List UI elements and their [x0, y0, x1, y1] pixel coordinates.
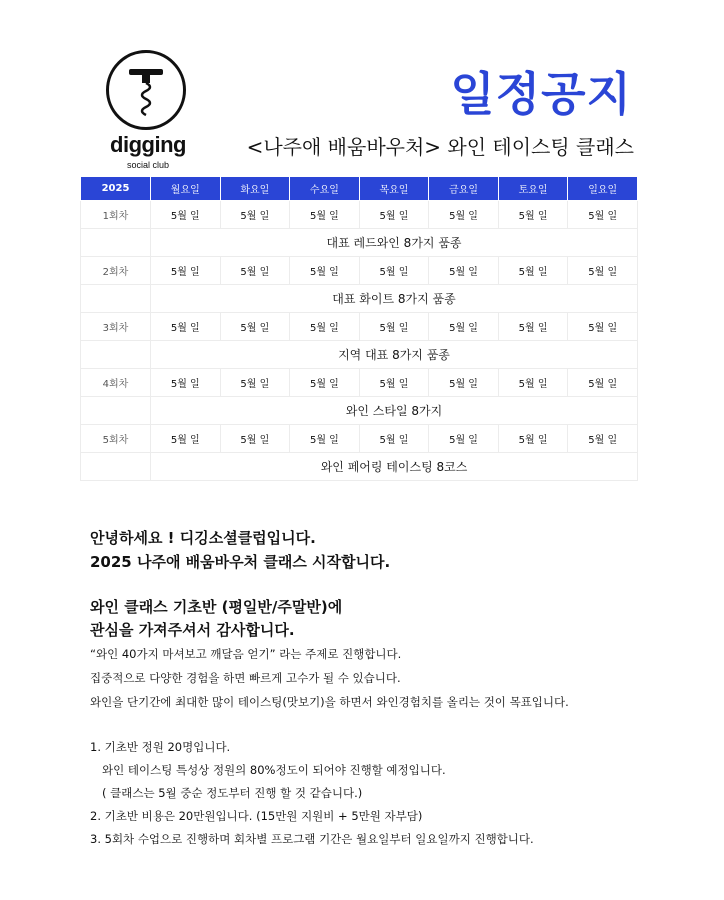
- round-label: 5회차: [81, 425, 151, 453]
- date-cell: 5월 일: [568, 369, 638, 397]
- date-cell: 5월 일: [568, 425, 638, 453]
- topic-row: [81, 285, 638, 313]
- round-topic: 대표 화이트 8가지 품종: [151, 285, 638, 313]
- corkscrew-icon: [106, 50, 186, 130]
- blank-cell: [81, 341, 151, 369]
- logo-name: digging: [110, 132, 186, 157]
- list-item: 와인 테이스팅 특성상 정원의 80%정도이 되어야 진행할 예정입니다.: [102, 763, 446, 777]
- schedule-row: [81, 425, 638, 453]
- blank-cell: [81, 453, 151, 481]
- topic-row: [81, 397, 638, 425]
- paragraph: 와인을 단기간에 최대한 많이 테이스팅(맛보기)을 하면서 와인경험치를 올리는 것이 목표입니다.: [90, 695, 569, 709]
- date-cell: 5월 일: [498, 313, 568, 341]
- blank-cell: [81, 397, 151, 425]
- round-topic: 와인 페어링 테이스팅 8코스: [151, 453, 638, 481]
- year-header: 2025: [81, 177, 151, 201]
- topic-row: [81, 229, 638, 257]
- round-topic: 대표 레드와인 8가지 품종: [151, 229, 638, 257]
- date-cell: 5월 일: [151, 201, 221, 229]
- section-heading: 관심을 가져주셔서 감사합니다.: [90, 621, 295, 639]
- date-cell: 5월 일: [290, 201, 360, 229]
- date-cell: 5월 일: [220, 257, 290, 285]
- date-cell: 5월 일: [429, 425, 499, 453]
- date-cell: 5월 일: [429, 257, 499, 285]
- date-cell: 5월 일: [220, 201, 290, 229]
- date-cell: 5월 일: [359, 425, 429, 453]
- date-cell: 5월 일: [498, 257, 568, 285]
- blank-cell: [81, 285, 151, 313]
- page-title: 일정공지: [450, 67, 632, 121]
- topic-row: [81, 341, 638, 369]
- schedule-header-row: [81, 177, 638, 201]
- date-cell: 5월 일: [151, 369, 221, 397]
- day-header: 금요일: [429, 177, 499, 201]
- notes-list: [90, 736, 650, 851]
- round-label: 2회차: [81, 257, 151, 285]
- list-item: 2. 기초반 비용은 20만원입니다. (15만원 지원비 + 5만원 자부담): [90, 809, 423, 823]
- day-header: 월요일: [151, 177, 221, 201]
- paragraph: 집중적으로 다양한 경험을 하면 빠르게 고수가 될 수 있습니다.: [90, 671, 401, 685]
- schedule-row: [81, 257, 638, 285]
- date-cell: 5월 일: [290, 313, 360, 341]
- date-cell: 5월 일: [498, 369, 568, 397]
- date-cell: 5월 일: [290, 369, 360, 397]
- notice-body: [90, 526, 650, 714]
- list-item: 1. 기초반 정원 20명입니다.: [90, 740, 231, 754]
- list-item: 3. 5회차 수업으로 진행하며 회차별 프로그램 기간은 월요일부터 일요일까지 진행합니다.: [90, 832, 534, 846]
- day-header: 토요일: [498, 177, 568, 201]
- list-item: ( 클래스는 5월 중순 정도부터 진행 할 것 같습니다.): [102, 786, 363, 800]
- round-label: 4회차: [81, 369, 151, 397]
- date-cell: 5월 일: [359, 369, 429, 397]
- blank-cell: [81, 229, 151, 257]
- date-cell: 5월 일: [151, 425, 221, 453]
- date-cell: 5월 일: [290, 425, 360, 453]
- day-header: 일요일: [568, 177, 638, 201]
- round-label: 1회차: [81, 201, 151, 229]
- date-cell: 5월 일: [498, 201, 568, 229]
- date-cell: 5월 일: [429, 369, 499, 397]
- schedule-row: [81, 201, 638, 229]
- page-subtitle: <나주애 배움바우처> 와인 테이스팅 클래스: [246, 135, 634, 159]
- class-start: 2025 나주애 배움바우처 클래스 시작합니다.: [90, 553, 391, 571]
- date-cell: 5월 일: [220, 425, 290, 453]
- day-header: 화요일: [220, 177, 290, 201]
- schedule-row: [81, 313, 638, 341]
- date-cell: 5월 일: [359, 201, 429, 229]
- date-cell: 5월 일: [568, 313, 638, 341]
- date-cell: 5월 일: [568, 257, 638, 285]
- date-cell: 5월 일: [220, 369, 290, 397]
- round-label: 3회차: [81, 313, 151, 341]
- paragraph: “와인 40가지 마셔보고 깨달음 얻기” 라는 주제로 진행합니다.: [90, 647, 402, 661]
- date-cell: 5월 일: [220, 313, 290, 341]
- day-header: 목요일: [359, 177, 429, 201]
- date-cell: 5월 일: [568, 201, 638, 229]
- section-heading: 와인 클래스 기초반 (평일반/주말반)에: [90, 598, 343, 616]
- round-topic: 지역 대표 8가지 품종: [151, 341, 638, 369]
- date-cell: 5월 일: [498, 425, 568, 453]
- greeting: 안녕하세요 ! 디깅소셜클럽입니다.: [90, 529, 316, 547]
- date-cell: 5월 일: [290, 257, 360, 285]
- date-cell: 5월 일: [359, 313, 429, 341]
- round-topic: 와인 스타일 8가지: [151, 397, 638, 425]
- date-cell: 5월 일: [429, 201, 499, 229]
- date-cell: 5월 일: [429, 313, 499, 341]
- schedule-table: [80, 176, 638, 481]
- logo-tagline: social club: [126, 160, 170, 170]
- schedule-row: [81, 369, 638, 397]
- date-cell: 5월 일: [151, 313, 221, 341]
- day-header: 수요일: [290, 177, 360, 201]
- topic-row: [81, 453, 638, 481]
- date-cell: 5월 일: [359, 257, 429, 285]
- date-cell: 5월 일: [151, 257, 221, 285]
